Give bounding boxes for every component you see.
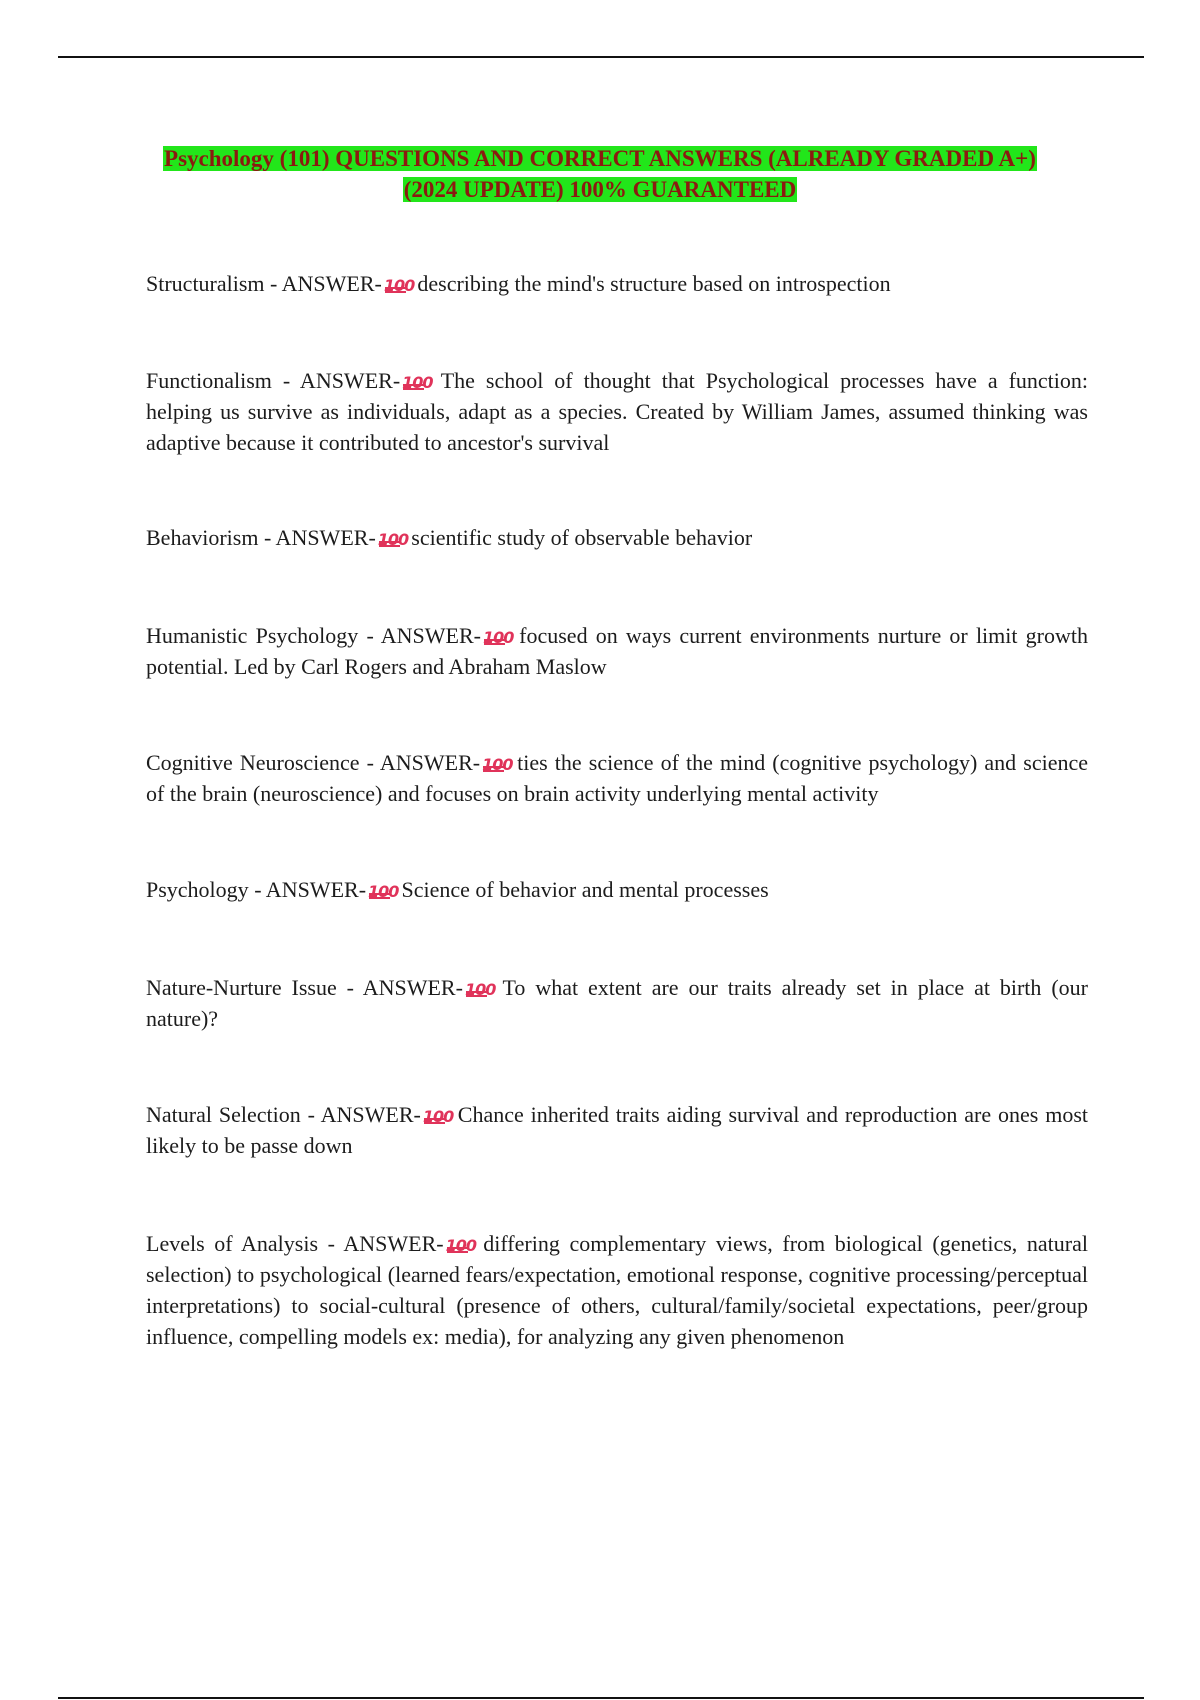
bottom-divider xyxy=(58,1697,1144,1699)
hundred-points-icon: 100 xyxy=(402,373,433,392)
answer: scientific study of observable behavior xyxy=(411,525,753,550)
term: Nature-Nurture Issue xyxy=(146,975,337,1000)
answer: To what extent are our traits already set in place at birth (our nature)? xyxy=(146,975,1089,1031)
document-title xyxy=(100,143,1100,205)
term: Humanistic Psychology xyxy=(146,623,359,648)
hundred-points-icon: 100 xyxy=(482,628,514,647)
answer: describing the mind's structure based on introspection xyxy=(417,271,891,296)
qa-item-psychology xyxy=(146,874,1088,905)
answer-marker: - ANSWER- xyxy=(264,271,382,296)
title-line-2: (2024 UPDATE) 100% GUARANTEED xyxy=(403,177,797,202)
answer-marker: - ANSWER- xyxy=(300,1102,421,1127)
term: Structuralism xyxy=(146,271,265,296)
qa-item-natural-selection xyxy=(146,1099,1088,1161)
qa-item-behaviorism xyxy=(146,522,1088,553)
answer-marker: - ANSWER- xyxy=(358,623,481,648)
qa-item-cognitive-neuroscience xyxy=(146,747,1088,809)
answer: focused on ways current environments nurture or limit growth potential. Led by Carl Rogers and Abraham Maslow xyxy=(146,623,1089,679)
answer: Chance inherited traits aiding survival and reproduction are ones most likely to be passe down xyxy=(146,1102,1089,1158)
hundred-points-icon: 100 xyxy=(445,1236,477,1255)
qa-item-humanistic-psychology xyxy=(146,620,1088,682)
qa-item-structuralism xyxy=(146,268,1088,299)
term: Natural Selection xyxy=(146,1102,301,1127)
answer-marker: - ANSWER- xyxy=(258,525,376,550)
answer: ties the science of the mind (cognitive psychology) and science of the brain (neuroscience) and focuses on brain activity underlying mental activity xyxy=(146,750,1088,806)
answer-marker: - ANSWER- xyxy=(336,975,463,1000)
answer-marker: - ANSWER- xyxy=(359,750,481,775)
qa-item-levels-of-analysis xyxy=(146,1228,1088,1352)
top-divider xyxy=(58,56,1144,58)
hundred-points-icon: 100 xyxy=(368,882,399,901)
term: Levels of Analysis xyxy=(146,1231,319,1256)
answer: differing complementary views, from biological (genetics, natural selection) to psychological (learned fears/expectation, emotional response, cognitive processing/perceptual interpretations) to social-cultural (presence of others, cultural/family/societal expectations, peer/group influence, compelling models ex: media), for analyzing any given phenomenon xyxy=(146,1231,1088,1349)
hundred-points-icon: 100 xyxy=(464,980,496,999)
qa-item-functionalism xyxy=(146,365,1088,458)
answer-marker: - ANSWER- xyxy=(271,368,401,393)
term: Functionalism xyxy=(146,368,272,393)
term: Behaviorism xyxy=(146,525,259,550)
answer: Science of behavior and mental processes xyxy=(401,877,769,902)
hundred-points-icon: 100 xyxy=(482,755,513,774)
answer-marker: - ANSWER- xyxy=(248,877,367,902)
hundred-points-icon: 100 xyxy=(377,530,409,549)
answer-marker: - ANSWER- xyxy=(318,1231,444,1256)
term: Cognitive Neuroscience xyxy=(146,750,360,775)
qa-item-nature-nurture-issue xyxy=(146,972,1088,1034)
title-line-1: Psychology (101) QUESTIONS AND CORRECT ANSWERS (ALREADY GRADED A+) xyxy=(164,146,1036,171)
term: Psychology xyxy=(146,877,249,902)
hundred-points-icon: 100 xyxy=(422,1107,454,1126)
answer: The school of thought that Psychological processes have a function: helping us survive as individuals, adapt as a species. Created by William James, assumed thinking was adaptive because it contributed to ancestor's survival xyxy=(146,368,1089,455)
hundred-points-icon: 100 xyxy=(383,276,415,295)
